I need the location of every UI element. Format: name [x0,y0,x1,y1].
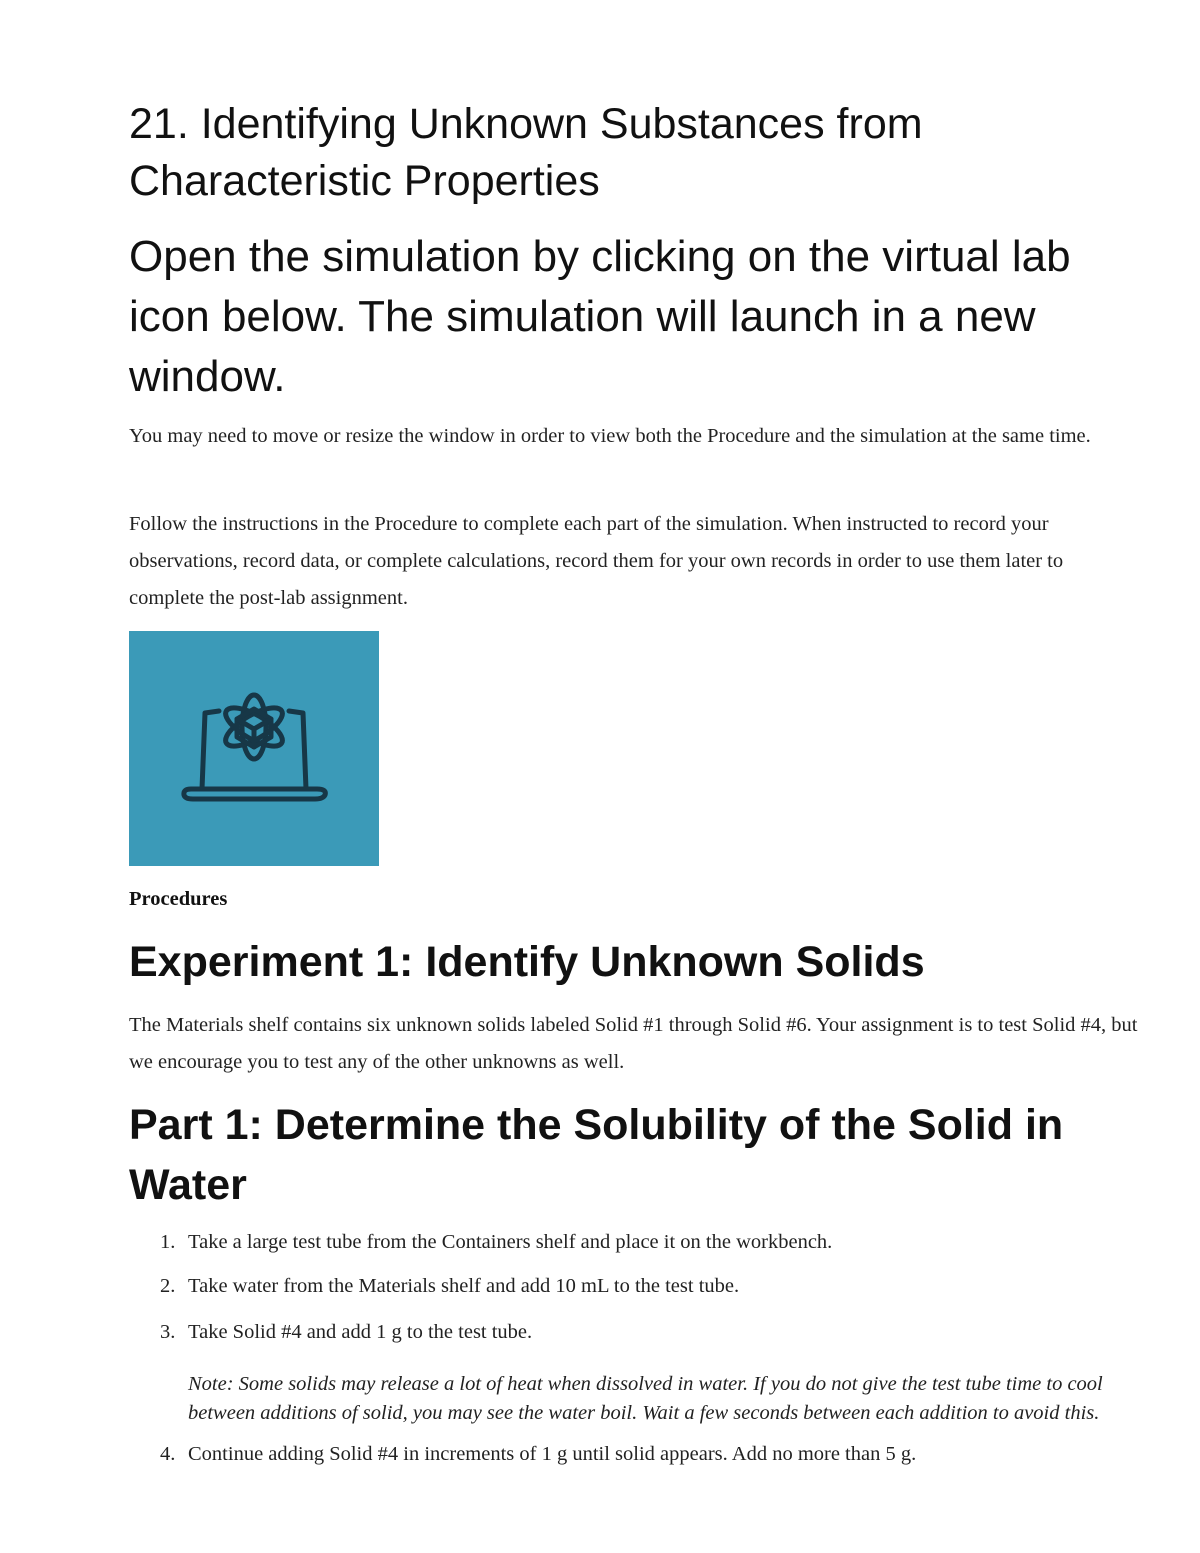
step-number: 1. [160,1231,176,1253]
page-title: 21. Identifying Unknown Substances from Characteristic Properties [129,100,923,205]
experiment-1-paragraph: The Materials shelf contains six unknown solids labeled Solid #1 through Solid #6. Your assignment is to test Solid #4, but we encourage you to test any of the other unknowns as well. [129,1014,1138,1073]
paragraph-resize-window: You may need to move or resize the window in order to view both the Procedure and the simulation at the same time. [129,425,1091,447]
list-item [129,1224,1139,1260]
paragraph-follow-instructions: Follow the instructions in the Procedure to complete each part of the simulation. When instructed to record your observations, record data, or complete calculations, record them for your own records in order to use them later to complete the post-lab assignment. [129,513,1064,609]
experiment-1-heading: Experiment 1: Identify Unknown Solids [129,938,925,986]
step-number: 3. [160,1321,176,1343]
heat-warning-note: Note: Some solids may release a lot of heat when dissolved in water. If you do not give the test tube time to cool between additions of solid, you may see the water boil. Wait a few seconds between each addition to avoid this. [188,1373,1103,1424]
list-item [129,1436,1139,1472]
simulation-instructions-heading: Open the simulation by clicking on the virtual lab icon below. The simulation will launch in a new window. [129,232,1071,401]
step-text: Take Solid #4 and add 1 g to the test tube. [188,1321,533,1343]
step-note [129,1370,1139,1428]
step-text: Take a large test tube from the Containers shelf and place it on the workbench. [188,1231,833,1253]
procedure-steps-list [129,1224,1139,1472]
step-text: Continue adding Solid #4 in increments of 1 g until solid appears. Add no more than 5 g. [188,1443,917,1465]
step-text: Take water from the Materials shelf and add 10 mL to the test tube. [188,1275,740,1297]
part-1-heading: Part 1: Determine the Solubility of the Solid in Water [129,1101,1064,1209]
step-number: 2. [160,1275,176,1297]
virtual-lab-laptop-atom-icon [129,631,379,866]
step-number: 4. [160,1443,176,1465]
list-item [129,1314,1139,1350]
procedures-label: Procedures [129,888,228,910]
list-item [129,1268,1139,1304]
virtual-lab-icon-button[interactable] [129,631,379,866]
